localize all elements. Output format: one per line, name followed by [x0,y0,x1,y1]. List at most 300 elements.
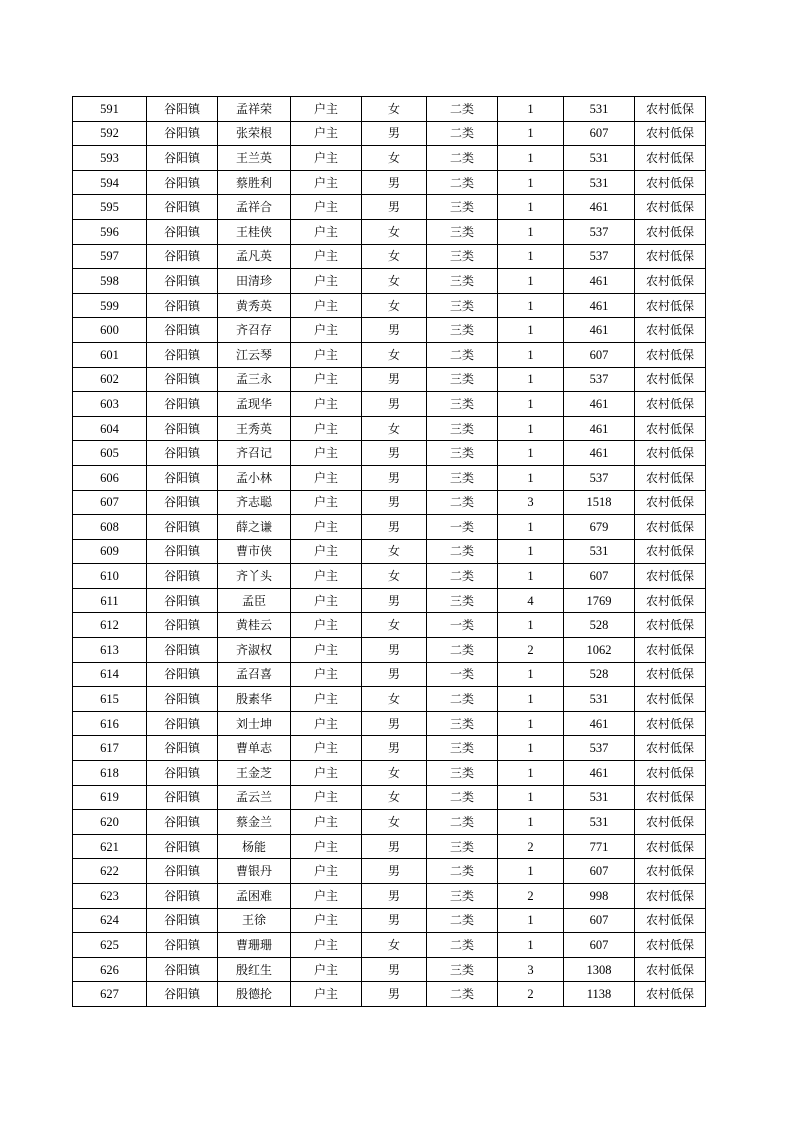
table-body [73,97,706,1007]
cell-household-size: 1 [498,736,564,761]
table-row [73,244,706,269]
cell-name: 蔡胜利 [218,170,291,195]
cell-gender: 女 [362,269,427,294]
cell-row-number: 618 [73,761,147,786]
cell-category: 二类 [427,490,498,515]
cell-category: 二类 [427,97,498,122]
cell-category: 三类 [427,244,498,269]
cell-name: 王兰英 [218,146,291,171]
table-row [73,908,706,933]
cell-amount: 461 [564,293,635,318]
cell-household-size: 1 [498,810,564,835]
cell-name: 齐丫头 [218,564,291,589]
cell-household-size: 1 [498,97,564,122]
cell-amount: 537 [564,367,635,392]
cell-household-size: 1 [498,564,564,589]
cell-category: 三类 [427,219,498,244]
cell-row-number: 599 [73,293,147,318]
cell-aid-type: 农村低保 [635,810,706,835]
cell-name: 田清珍 [218,269,291,294]
cell-amount: 531 [564,539,635,564]
cell-row-number: 608 [73,515,147,540]
cell-town: 谷阳镇 [147,392,218,417]
cell-town: 谷阳镇 [147,761,218,786]
cell-category: 二类 [427,687,498,712]
cell-aid-type: 农村低保 [635,711,706,736]
cell-amount: 461 [564,195,635,220]
table-row [73,638,706,663]
cell-row-number: 622 [73,859,147,884]
cell-town: 谷阳镇 [147,515,218,540]
cell-household-role: 户主 [291,195,362,220]
cell-household-role: 户主 [291,884,362,909]
cell-household-size: 1 [498,318,564,343]
cell-category: 三类 [427,588,498,613]
cell-category: 二类 [427,539,498,564]
cell-household-size: 1 [498,465,564,490]
cell-category: 二类 [427,121,498,146]
cell-category: 三类 [427,834,498,859]
cell-name: 孟祥荣 [218,97,291,122]
cell-amount: 607 [564,342,635,367]
cell-town: 谷阳镇 [147,465,218,490]
cell-gender: 男 [362,121,427,146]
cell-household-size: 1 [498,392,564,417]
cell-household-size: 1 [498,293,564,318]
cell-name: 孟困难 [218,884,291,909]
cell-name: 孟祥合 [218,195,291,220]
cell-household-role: 户主 [291,933,362,958]
cell-row-number: 596 [73,219,147,244]
cell-household-role: 户主 [291,244,362,269]
cell-household-role: 户主 [291,613,362,638]
table-row [73,564,706,589]
cell-gender: 女 [362,933,427,958]
cell-household-role: 户主 [291,588,362,613]
cell-gender: 男 [362,490,427,515]
cell-name: 王桂侠 [218,219,291,244]
cell-amount: 1518 [564,490,635,515]
cell-gender: 女 [362,810,427,835]
table-row [73,318,706,343]
cell-category: 三类 [427,465,498,490]
cell-amount: 528 [564,613,635,638]
cell-household-size: 1 [498,244,564,269]
cell-household-role: 户主 [291,318,362,343]
cell-household-size: 1 [498,687,564,712]
cell-town: 谷阳镇 [147,219,218,244]
cell-household-role: 户主 [291,416,362,441]
cell-household-size: 1 [498,416,564,441]
cell-town: 谷阳镇 [147,441,218,466]
cell-amount: 461 [564,392,635,417]
cell-household-size: 1 [498,219,564,244]
cell-category: 三类 [427,195,498,220]
cell-household-size: 1 [498,539,564,564]
cell-aid-type: 农村低保 [635,342,706,367]
cell-town: 谷阳镇 [147,564,218,589]
cell-gender: 女 [362,342,427,367]
cell-town: 谷阳镇 [147,195,218,220]
cell-household-size: 1 [498,121,564,146]
cell-category: 三类 [427,293,498,318]
cell-amount: 537 [564,219,635,244]
table-row [73,884,706,909]
cell-aid-type: 农村低保 [635,613,706,638]
cell-gender: 女 [362,146,427,171]
cell-amount: 461 [564,441,635,466]
cell-gender: 女 [362,761,427,786]
cell-gender: 男 [362,736,427,761]
cell-amount: 531 [564,170,635,195]
cell-category: 三类 [427,761,498,786]
cell-household-role: 户主 [291,564,362,589]
cell-name: 薛之谦 [218,515,291,540]
cell-gender: 男 [362,884,427,909]
cell-household-role: 户主 [291,859,362,884]
cell-gender: 男 [362,392,427,417]
cell-household-role: 户主 [291,97,362,122]
cell-town: 谷阳镇 [147,982,218,1007]
cell-gender: 男 [362,367,427,392]
cell-aid-type: 农村低保 [635,269,706,294]
cell-gender: 男 [362,859,427,884]
cell-amount: 531 [564,146,635,171]
cell-amount: 531 [564,785,635,810]
cell-aid-type: 农村低保 [635,834,706,859]
cell-aid-type: 农村低保 [635,195,706,220]
cell-name: 王秀英 [218,416,291,441]
cell-name: 黄秀英 [218,293,291,318]
cell-household-role: 户主 [291,441,362,466]
cell-aid-type: 农村低保 [635,515,706,540]
cell-name: 王徐 [218,908,291,933]
cell-amount: 531 [564,97,635,122]
cell-category: 二类 [427,564,498,589]
cell-aid-type: 农村低保 [635,219,706,244]
cell-household-size: 1 [498,367,564,392]
cell-amount: 607 [564,908,635,933]
cell-household-role: 户主 [291,219,362,244]
cell-amount: 528 [564,662,635,687]
cell-row-number: 607 [73,490,147,515]
cell-town: 谷阳镇 [147,613,218,638]
table-row [73,269,706,294]
cell-aid-type: 农村低保 [635,638,706,663]
cell-amount: 531 [564,810,635,835]
table-row [73,465,706,490]
cell-row-number: 609 [73,539,147,564]
cell-amount: 998 [564,884,635,909]
cell-gender: 女 [362,293,427,318]
cell-name: 孟云兰 [218,785,291,810]
cell-household-size: 1 [498,785,564,810]
cell-town: 谷阳镇 [147,146,218,171]
cell-household-role: 户主 [291,761,362,786]
cell-household-role: 户主 [291,785,362,810]
cell-town: 谷阳镇 [147,859,218,884]
cell-gender: 男 [362,465,427,490]
table-row [73,761,706,786]
cell-gender: 男 [362,908,427,933]
cell-household-size: 1 [498,859,564,884]
cell-amount: 607 [564,859,635,884]
cell-household-role: 户主 [291,982,362,1007]
cell-amount: 461 [564,761,635,786]
cell-aid-type: 农村低保 [635,687,706,712]
table-row [73,367,706,392]
cell-town: 谷阳镇 [147,736,218,761]
cell-category: 二类 [427,859,498,884]
cell-amount: 461 [564,416,635,441]
table-row [73,146,706,171]
table-row [73,662,706,687]
cell-aid-type: 农村低保 [635,146,706,171]
cell-gender: 男 [362,834,427,859]
cell-amount: 1308 [564,957,635,982]
table-row [73,97,706,122]
cell-household-size: 1 [498,146,564,171]
cell-gender: 女 [362,416,427,441]
cell-aid-type: 农村低保 [635,244,706,269]
cell-name: 齐召存 [218,318,291,343]
cell-town: 谷阳镇 [147,662,218,687]
cell-gender: 女 [362,564,427,589]
cell-aid-type: 农村低保 [635,662,706,687]
cell-row-number: 624 [73,908,147,933]
cell-name: 曹单志 [218,736,291,761]
cell-household-role: 户主 [291,269,362,294]
cell-aid-type: 农村低保 [635,736,706,761]
cell-row-number: 593 [73,146,147,171]
table-row [73,342,706,367]
cell-amount: 531 [564,687,635,712]
cell-row-number: 591 [73,97,147,122]
table-row [73,490,706,515]
cell-name: 张荣根 [218,121,291,146]
cell-gender: 女 [362,785,427,810]
cell-name: 曹市侠 [218,539,291,564]
cell-row-number: 595 [73,195,147,220]
cell-category: 二类 [427,982,498,1007]
cell-row-number: 613 [73,638,147,663]
cell-town: 谷阳镇 [147,957,218,982]
cell-household-size: 1 [498,342,564,367]
table-row [73,982,706,1007]
cell-gender: 男 [362,515,427,540]
cell-town: 谷阳镇 [147,293,218,318]
relief-recipient-table [72,96,706,1007]
cell-category: 二类 [427,933,498,958]
table-row [73,613,706,638]
table-row [73,711,706,736]
cell-household-role: 户主 [291,539,362,564]
cell-aid-type: 农村低保 [635,785,706,810]
cell-amount: 1138 [564,982,635,1007]
cell-row-number: 610 [73,564,147,589]
cell-amount: 537 [564,736,635,761]
cell-aid-type: 农村低保 [635,539,706,564]
table-row [73,293,706,318]
cell-town: 谷阳镇 [147,785,218,810]
cell-amount: 461 [564,711,635,736]
cell-household-size: 2 [498,638,564,663]
cell-amount: 607 [564,933,635,958]
cell-household-role: 户主 [291,810,362,835]
cell-category: 三类 [427,736,498,761]
cell-household-size: 1 [498,711,564,736]
cell-aid-type: 农村低保 [635,392,706,417]
table-row [73,588,706,613]
cell-household-role: 户主 [291,465,362,490]
cell-row-number: 627 [73,982,147,1007]
cell-category: 三类 [427,318,498,343]
cell-name: 黄桂云 [218,613,291,638]
table-row [73,219,706,244]
cell-household-role: 户主 [291,736,362,761]
table-row [73,933,706,958]
cell-gender: 男 [362,957,427,982]
table-row [73,957,706,982]
cell-name: 曹珊珊 [218,933,291,958]
cell-town: 谷阳镇 [147,933,218,958]
cell-category: 二类 [427,170,498,195]
cell-name: 孟臣 [218,588,291,613]
cell-gender: 女 [362,244,427,269]
cell-aid-type: 农村低保 [635,121,706,146]
cell-aid-type: 农村低保 [635,761,706,786]
cell-gender: 男 [362,982,427,1007]
cell-name: 齐志聪 [218,490,291,515]
cell-name: 齐淑权 [218,638,291,663]
cell-household-size: 1 [498,515,564,540]
cell-category: 三类 [427,269,498,294]
cell-name: 孟现华 [218,392,291,417]
cell-household-size: 2 [498,834,564,859]
cell-gender: 男 [362,588,427,613]
cell-category: 三类 [427,416,498,441]
cell-aid-type: 农村低保 [635,564,706,589]
cell-row-number: 603 [73,392,147,417]
cell-aid-type: 农村低保 [635,588,706,613]
cell-category: 二类 [427,638,498,663]
cell-aid-type: 农村低保 [635,97,706,122]
cell-gender: 女 [362,687,427,712]
cell-gender: 女 [362,219,427,244]
cell-household-size: 3 [498,490,564,515]
cell-row-number: 602 [73,367,147,392]
cell-household-size: 2 [498,884,564,909]
cell-aid-type: 农村低保 [635,859,706,884]
cell-household-role: 户主 [291,170,362,195]
cell-household-size: 1 [498,613,564,638]
cell-name: 殷素华 [218,687,291,712]
cell-town: 谷阳镇 [147,884,218,909]
table-row [73,736,706,761]
cell-town: 谷阳镇 [147,416,218,441]
cell-town: 谷阳镇 [147,244,218,269]
cell-gender: 女 [362,613,427,638]
cell-household-role: 户主 [291,293,362,318]
cell-household-role: 户主 [291,662,362,687]
cell-row-number: 617 [73,736,147,761]
cell-row-number: 614 [73,662,147,687]
table-row [73,539,706,564]
cell-row-number: 601 [73,342,147,367]
cell-town: 谷阳镇 [147,318,218,343]
cell-row-number: 594 [73,170,147,195]
cell-town: 谷阳镇 [147,810,218,835]
cell-amount: 771 [564,834,635,859]
table-row [73,515,706,540]
cell-household-role: 户主 [291,367,362,392]
cell-household-size: 1 [498,269,564,294]
cell-household-role: 户主 [291,515,362,540]
cell-category: 三类 [427,367,498,392]
cell-row-number: 621 [73,834,147,859]
cell-household-size: 1 [498,662,564,687]
cell-name: 孟小林 [218,465,291,490]
cell-amount: 537 [564,465,635,490]
cell-category: 三类 [427,392,498,417]
cell-aid-type: 农村低保 [635,465,706,490]
cell-gender: 男 [362,711,427,736]
cell-category: 三类 [427,441,498,466]
cell-aid-type: 农村低保 [635,982,706,1007]
cell-category: 一类 [427,515,498,540]
cell-gender: 男 [362,195,427,220]
cell-household-role: 户主 [291,490,362,515]
cell-name: 孟召喜 [218,662,291,687]
cell-category: 二类 [427,785,498,810]
cell-aid-type: 农村低保 [635,170,706,195]
cell-name: 曹银丹 [218,859,291,884]
cell-household-role: 户主 [291,146,362,171]
cell-row-number: 598 [73,269,147,294]
cell-town: 谷阳镇 [147,490,218,515]
cell-name: 蔡金兰 [218,810,291,835]
cell-household-role: 户主 [291,908,362,933]
cell-town: 谷阳镇 [147,342,218,367]
cell-name: 江云琴 [218,342,291,367]
cell-town: 谷阳镇 [147,367,218,392]
table-row [73,170,706,195]
cell-aid-type: 农村低保 [635,416,706,441]
cell-aid-type: 农村低保 [635,957,706,982]
cell-household-size: 1 [498,933,564,958]
cell-name: 齐召记 [218,441,291,466]
cell-row-number: 620 [73,810,147,835]
table-row [73,687,706,712]
cell-row-number: 616 [73,711,147,736]
cell-name: 殷红生 [218,957,291,982]
cell-town: 谷阳镇 [147,711,218,736]
cell-town: 谷阳镇 [147,687,218,712]
cell-row-number: 604 [73,416,147,441]
cell-household-role: 户主 [291,638,362,663]
cell-household-role: 户主 [291,121,362,146]
cell-household-role: 户主 [291,342,362,367]
cell-category: 二类 [427,342,498,367]
cell-amount: 461 [564,318,635,343]
cell-name: 刘士坤 [218,711,291,736]
cell-household-size: 2 [498,982,564,1007]
cell-aid-type: 农村低保 [635,490,706,515]
cell-town: 谷阳镇 [147,908,218,933]
cell-household-role: 户主 [291,834,362,859]
cell-household-role: 户主 [291,392,362,417]
cell-name: 孟三永 [218,367,291,392]
